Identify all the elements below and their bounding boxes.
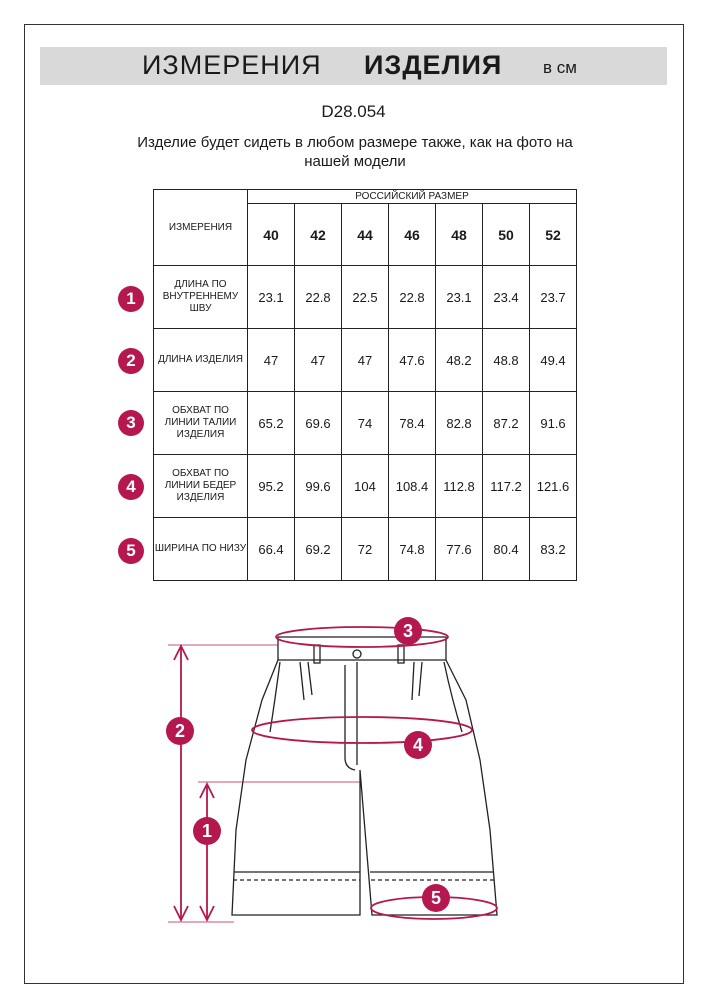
marker-1: 1 bbox=[193, 817, 221, 845]
title-measurements: ИЗМЕРЕНИЯ bbox=[142, 50, 322, 80]
row-label: ДЛИНА ПО ВНУТРЕННЕМУ ШВУ bbox=[154, 266, 248, 329]
table-cell: 23.7 bbox=[530, 266, 577, 329]
table-cell: 22.5 bbox=[342, 266, 389, 329]
table-cell: 66.4 bbox=[248, 518, 295, 581]
table-cell: 74 bbox=[342, 392, 389, 455]
table-cell: 49.4 bbox=[530, 329, 577, 392]
title-product: ИЗДЕЛИЯ bbox=[364, 50, 503, 80]
table-cell: 104 bbox=[342, 455, 389, 518]
size-system-header: РОССИЙСКИЙ РАЗМЕР bbox=[248, 190, 577, 204]
table-cell: 23.4 bbox=[483, 266, 530, 329]
table-cell: 47.6 bbox=[389, 329, 436, 392]
size-48: 48 bbox=[436, 204, 483, 266]
row-label: ШИРИНА ПО НИЗУ bbox=[154, 518, 248, 581]
table-cell: 23.1 bbox=[436, 266, 483, 329]
table-cell: 72 bbox=[342, 518, 389, 581]
table-cell: 47 bbox=[295, 329, 342, 392]
size-table bbox=[153, 189, 577, 581]
table-cell: 91.6 bbox=[530, 392, 577, 455]
table-cell: 95.2 bbox=[248, 455, 295, 518]
size-46: 46 bbox=[389, 204, 436, 266]
row-label: ОБХВАТ ПО ЛИНИИ БЕДЕР ИЗДЕЛИЯ bbox=[154, 455, 248, 518]
row-label: ДЛИНА ИЗДЕЛИЯ bbox=[154, 329, 248, 392]
table-cell: 78.4 bbox=[389, 392, 436, 455]
table-cell: 99.6 bbox=[295, 455, 342, 518]
marker-3: 3 bbox=[394, 617, 422, 645]
shorts-outline bbox=[232, 637, 497, 915]
row-marker-5: 5 bbox=[118, 538, 144, 564]
table-cell: 108.4 bbox=[389, 455, 436, 518]
table-cell: 23.1 bbox=[248, 266, 295, 329]
table-cell: 22.8 bbox=[389, 266, 436, 329]
shorts-diagram bbox=[0, 600, 707, 940]
row-marker-2: 2 bbox=[118, 348, 144, 374]
size-42: 42 bbox=[295, 204, 342, 266]
measurement-lines bbox=[174, 627, 497, 920]
table-cell: 69.6 bbox=[295, 392, 342, 455]
table-cell: 48.2 bbox=[436, 329, 483, 392]
measurements-header: ИЗМЕРЕНИЯ bbox=[154, 190, 248, 266]
table-cell: 77.6 bbox=[436, 518, 483, 581]
table-cell: 83.2 bbox=[530, 518, 577, 581]
row-marker-1: 1 bbox=[118, 286, 144, 312]
title-units: в см bbox=[543, 58, 577, 77]
product-code: D28.054 bbox=[321, 102, 386, 121]
size-50: 50 bbox=[483, 204, 530, 266]
table-cell: 80.4 bbox=[483, 518, 530, 581]
table-cell: 48.8 bbox=[483, 329, 530, 392]
marker-2: 2 bbox=[166, 717, 194, 745]
row-marker-4: 4 bbox=[118, 474, 144, 500]
table-row bbox=[154, 392, 577, 455]
table-cell: 74.8 bbox=[389, 518, 436, 581]
size-40: 40 bbox=[248, 204, 295, 266]
size-52: 52 bbox=[530, 204, 577, 266]
table-cell: 82.8 bbox=[436, 392, 483, 455]
fit-note: Изделие будет сидеть в любом размере также, как на фото на нашей модели bbox=[137, 134, 573, 170]
row-label: ОБХВАТ ПО ЛИНИИ ТАЛИИ ИЗДЕЛИЯ bbox=[154, 392, 248, 455]
table-cell: 121.6 bbox=[530, 455, 577, 518]
table-row bbox=[154, 329, 577, 392]
table-cell: 117.2 bbox=[483, 455, 530, 518]
table-cell: 112.8 bbox=[436, 455, 483, 518]
table-cell: 47 bbox=[248, 329, 295, 392]
row-marker-3: 3 bbox=[118, 410, 144, 436]
table-cell: 47 bbox=[342, 329, 389, 392]
table-cell: 87.2 bbox=[483, 392, 530, 455]
table-row bbox=[154, 455, 577, 518]
table-cell: 22.8 bbox=[295, 266, 342, 329]
size-44: 44 bbox=[342, 204, 389, 266]
table-row bbox=[154, 266, 577, 329]
table-cell: 65.2 bbox=[248, 392, 295, 455]
table-cell: 69.2 bbox=[295, 518, 342, 581]
marker-5: 5 bbox=[422, 884, 450, 912]
marker-4: 4 bbox=[404, 731, 432, 759]
table-row bbox=[154, 518, 577, 581]
